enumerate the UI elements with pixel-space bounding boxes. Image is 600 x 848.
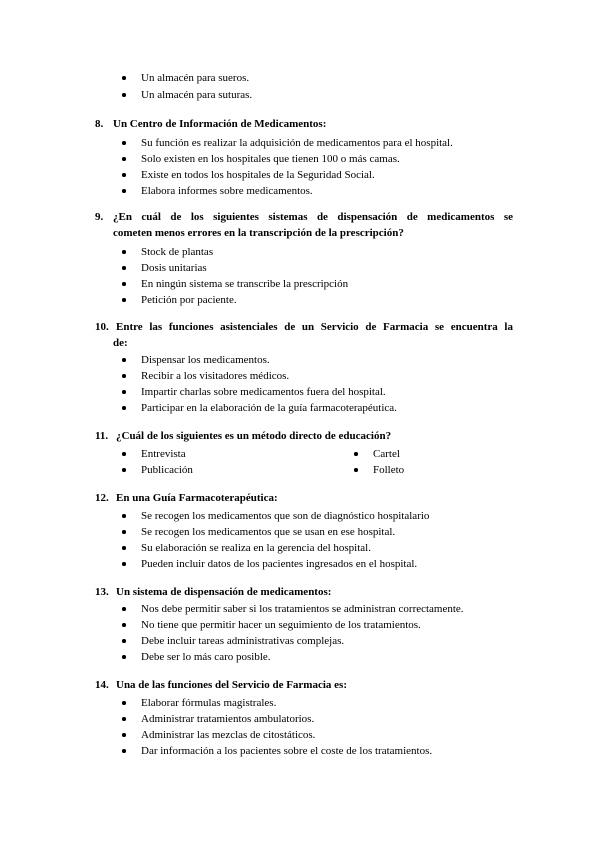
question-title: En una Guía Farmacoterapéutica:: [116, 492, 278, 504]
list-item: En ningún sistema se transcribe la prescripción: [141, 278, 349, 290]
question-number: 13.: [95, 586, 109, 598]
question-title: Una de las funciones del Servicio de Farmacia es:: [116, 679, 347, 691]
bullet-icon: [122, 468, 126, 472]
bullet-icon: [122, 639, 126, 643]
list-item: Folleto: [373, 464, 405, 476]
list-item: Debe ser lo más caro posible.: [141, 651, 271, 663]
list-item: Elabora informes sobre medicamentos.: [141, 185, 313, 197]
bullet-icon: [122, 701, 126, 705]
question-number: 14.: [95, 679, 109, 691]
question-title-line-1: ¿En cuál de los siguientes sistemas de dispensación de medicamentos se: [113, 211, 513, 223]
list-item: Administrar tratamientos ambulatorios.: [141, 713, 315, 725]
question-title-line-2: cometen menos errores en la transcripción de la prescripción?: [113, 227, 404, 239]
bullet-icon: [122, 452, 126, 456]
bullet-icon: [122, 157, 126, 161]
bullet-icon: [122, 530, 126, 534]
bullet-icon: [122, 717, 126, 721]
list-item: Debe incluir tareas administrativas complejas.: [141, 635, 345, 647]
question-number: 11.: [95, 430, 109, 442]
list-item: Solo existen en los hospitales que tienen 100 o más camas.: [141, 153, 400, 165]
question-number: 12.: [95, 492, 109, 504]
list-item: Participar en la elaboración de la guía farmacoterapéutica.: [141, 402, 397, 414]
list-item: Administrar las mezclas de citostáticos.: [141, 729, 316, 741]
bullet-icon: [122, 173, 126, 177]
bullet-icon: [122, 546, 126, 550]
list-item: Entrevista: [141, 448, 186, 460]
bullet-icon: [122, 189, 126, 193]
question-title-line-1: Entre las funciones asistenciales de un Servicio de Farmacia se encuentra la: [116, 321, 513, 333]
list-item: Un almacén para suturas.: [141, 89, 253, 101]
list-item: Elaborar fórmulas magistrales.: [141, 697, 277, 709]
question-title: Un Centro de Información de Medicamentos:: [113, 118, 327, 130]
bullet-icon: [122, 390, 126, 394]
list-item: Existe en todos los hospitales de la Seguridad Social.: [141, 169, 375, 181]
bullet-icon: [122, 374, 126, 378]
bullet-icon: [122, 298, 126, 302]
question-number: 9.: [95, 211, 104, 223]
bullet-icon: [122, 76, 126, 80]
list-item: Nos debe permitir saber si los tratamientos se administran correctamente.: [141, 603, 464, 615]
list-item: Recibir a los visitadores médicos.: [141, 370, 290, 382]
bullet-icon: [122, 358, 126, 362]
bullet-icon: [122, 655, 126, 659]
list-item: Stock de plantas: [141, 246, 214, 258]
list-item: Dosis unitarias: [141, 262, 207, 274]
bullet-icon: [122, 514, 126, 518]
list-item: Un almacén para sueros.: [141, 72, 250, 84]
question-number: 8.: [95, 118, 104, 130]
question-title-line-2: de:: [113, 337, 128, 349]
list-item: Petición por paciente.: [141, 294, 237, 306]
list-item: Cartel: [373, 448, 400, 460]
bullet-icon: [354, 468, 358, 472]
bullet-icon: [122, 406, 126, 410]
list-item: Publicación: [141, 464, 193, 476]
bullet-icon: [354, 452, 358, 456]
bullet-icon: [122, 607, 126, 611]
question-title: Un sistema de dispensación de medicamentos:: [116, 586, 332, 598]
list-item: Impartir charlas sobre medicamentos fuera del hospital.: [141, 386, 386, 398]
bullet-icon: [122, 733, 126, 737]
bullet-icon: [122, 749, 126, 753]
bullet-icon: [122, 93, 126, 97]
bullet-icon: [122, 282, 126, 286]
question-number: 10.: [95, 321, 109, 333]
question-title: ¿Cuál de los siguientes es un método directo de educación?: [116, 430, 392, 442]
bullet-icon: [122, 623, 126, 627]
list-item: Se recogen los medicamentos que se usan en ese hospital.: [141, 526, 396, 538]
list-item: Dar información a los pacientes sobre el coste de los tratamientos.: [141, 745, 433, 757]
list-item: Su función es realizar la adquisición de medicamentos para el hospital.: [141, 137, 453, 149]
list-item: No tiene que permitir hacer un seguimiento de los tratamientos.: [141, 619, 421, 631]
bullet-icon: [122, 141, 126, 145]
bullet-icon: [122, 250, 126, 254]
list-item: Su elaboración se realiza en la gerencia del hospital.: [141, 542, 371, 554]
list-item: Pueden incluir datos de los pacientes ingresados en el hospital.: [141, 558, 418, 570]
bullet-icon: [122, 266, 126, 270]
list-item: Dispensar los medicamentos.: [141, 354, 270, 366]
list-item: Se recogen los medicamentos que son de diagnóstico hospitalario: [141, 510, 430, 522]
bullet-icon: [122, 562, 126, 566]
